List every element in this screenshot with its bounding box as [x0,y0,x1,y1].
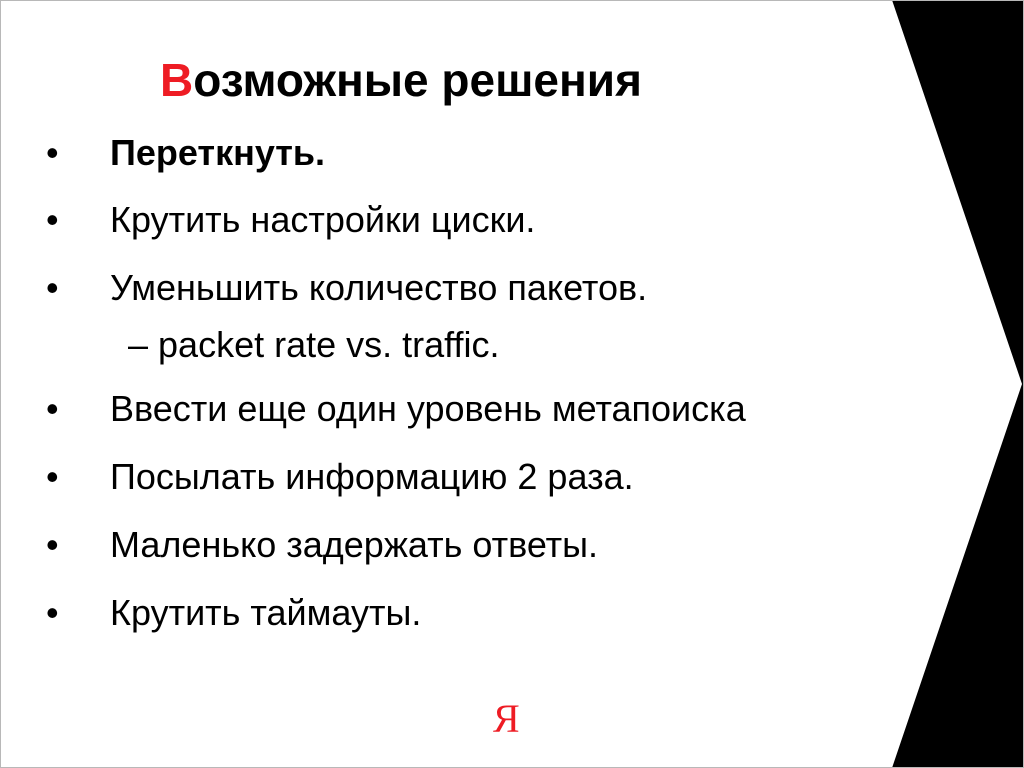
bullet-text: Крутить настройки циски. [110,199,536,240]
bullet-dot: • [46,388,59,429]
title-accent-letter: В [160,54,194,106]
bullet-text: Ввести еще один уровень метапоиска [110,388,746,429]
bullet-dot: • [46,524,59,565]
bullet-dot: • [46,592,59,633]
bullet-dot: • [46,199,59,240]
bullet-dot: • [46,132,59,173]
bullet-text: Крутить таймауты. [110,592,422,633]
bullet-text: Переткнуть. [110,132,326,173]
yandex-logo-icon: Я [493,696,520,741]
bullet-text: Маленько задержать ответы. [110,524,599,565]
bullet-dot: • [46,267,59,308]
bullet-text: Посылать информацию 2 раза. [110,456,634,497]
title-rest: озможные решения [193,54,642,106]
bullet-dot: • [46,456,59,497]
bullet-subline: – packet rate vs. traffic. [128,324,500,365]
bullet-text: Уменьшить количество пакетов. [110,267,648,308]
